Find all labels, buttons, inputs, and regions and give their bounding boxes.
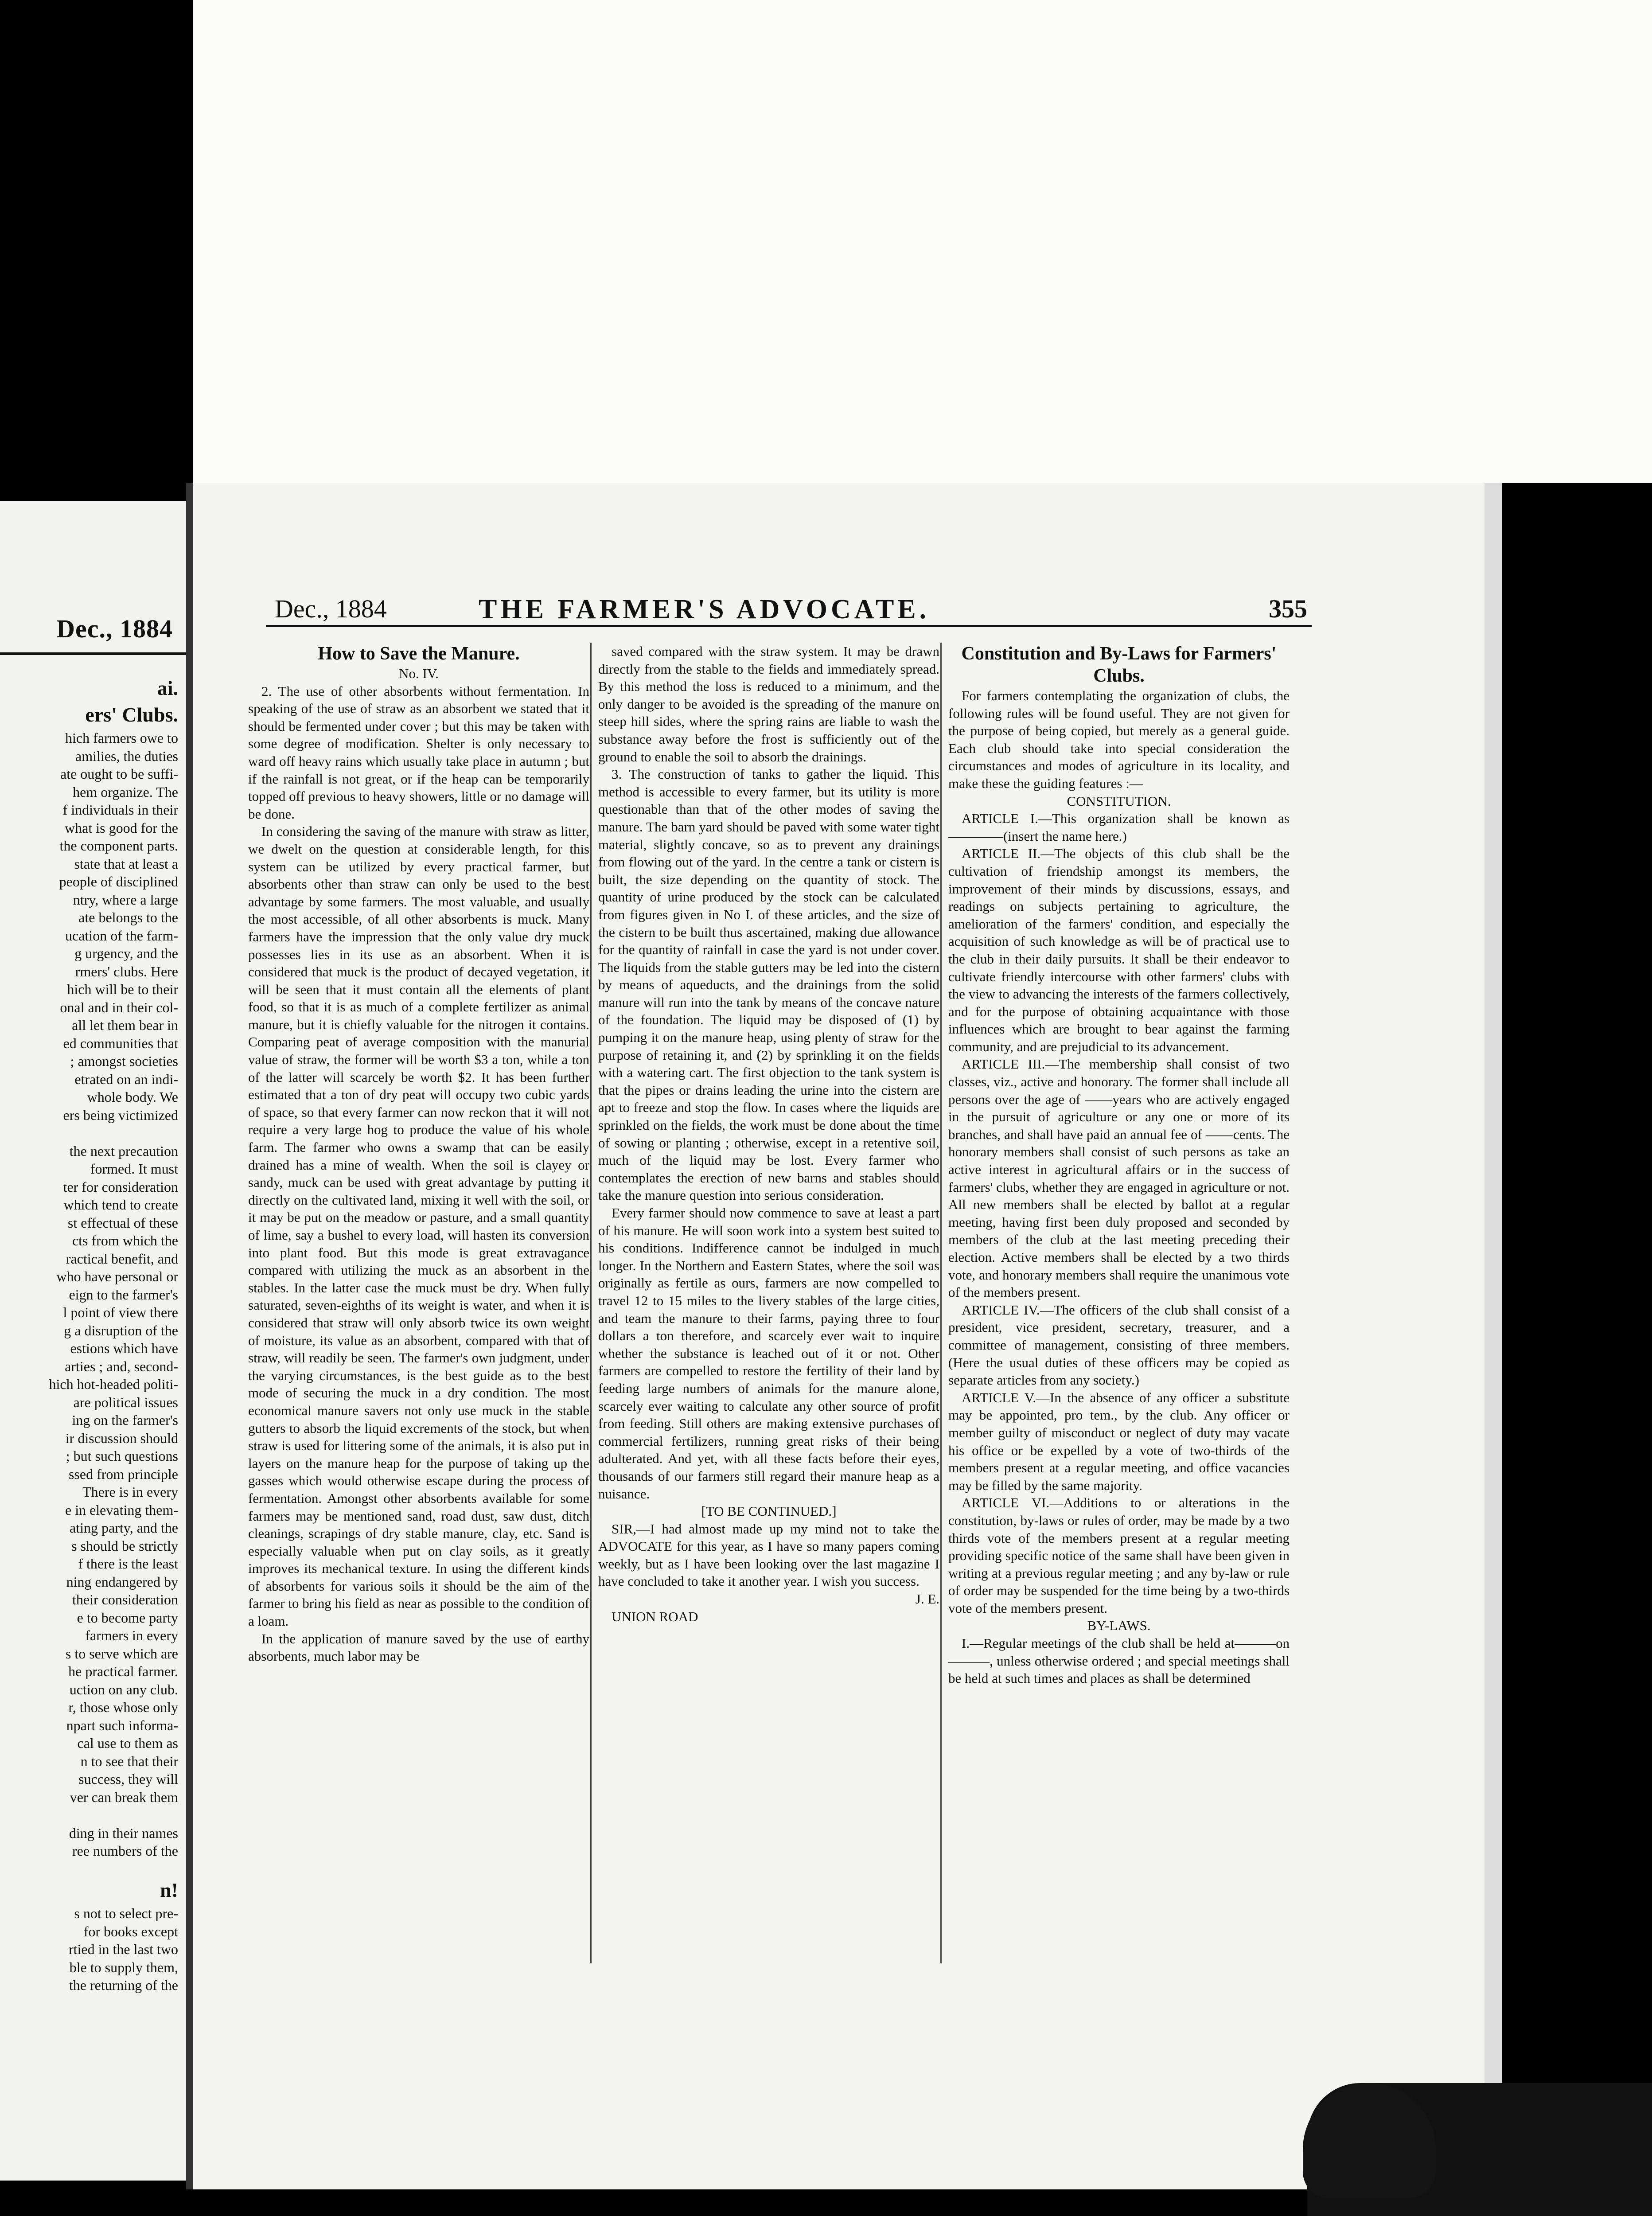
left-text-fragment: onal and in their col- bbox=[60, 999, 178, 1015]
left-page-header: Dec., 1884 bbox=[56, 614, 173, 643]
letter-text: SIR,—I had almost made up my mind not to take the ADVOCATE for this year, as I have so many papers coming weekly, but as I have been looking over the last magazine I have concluded to take it another year. I wish you success. bbox=[598, 1521, 939, 1589]
left-text-fragment: ble to supply them, bbox=[69, 1959, 178, 1975]
left-text-fragment: ter for consideration bbox=[63, 1178, 178, 1195]
left-text-fragment: rmers' clubs. Here bbox=[75, 963, 178, 979]
left-text-fragment: n to see that their bbox=[80, 1753, 178, 1769]
left-text-fragment: r, those whose only bbox=[68, 1699, 178, 1715]
left-text-fragment: he practical farmer. bbox=[68, 1663, 178, 1679]
left-text-fragment: etrated on an indi- bbox=[74, 1071, 178, 1087]
left-text-fragment: the component parts. bbox=[59, 838, 178, 854]
left-page bbox=[0, 501, 186, 2181]
left-text-fragment: for books except bbox=[83, 1923, 178, 1939]
article-clause: ARTICLE V.—In the absence of any officer a substitute may be appointed, pro tem., by the club. Any officer or member guilty of misconduct or neglect of duty may vacate his office or be expelled by a vote of two-thirds of the members present at a regular meeting, and office vacancies may be filled by the same majority. bbox=[948, 1389, 1290, 1493]
constitution-intro: For farmers contemplating the organization of clubs, the following rules will be found useful. They are not given for the purpose of being copied, but merely as a general guide. Each club should take into special consideration the circumstances and modes of agriculture in its locality, and make these the guiding features :— bbox=[948, 688, 1290, 791]
letter-signature: J. E. bbox=[915, 1591, 939, 1607]
left-text-fragment: formed. It must bbox=[90, 1161, 178, 1177]
left-text-fragment: ning endangered by bbox=[66, 1573, 178, 1590]
left-text-fragment: ractical benefit, and bbox=[66, 1250, 178, 1267]
left-text-fragment: ating party, and the bbox=[70, 1520, 178, 1536]
background-top bbox=[193, 0, 1652, 483]
left-header-rule bbox=[0, 652, 186, 655]
left-text-fragment: are political issues bbox=[73, 1394, 178, 1410]
article-title: How to Save the Manure. bbox=[318, 644, 520, 664]
left-text-fragment: ver can break them bbox=[70, 1789, 178, 1805]
left-text-fragment: ; amongst societies bbox=[70, 1053, 178, 1069]
left-text-fragment: g urgency, and the bbox=[74, 945, 178, 961]
page-header bbox=[266, 594, 1312, 627]
column-divider bbox=[590, 643, 592, 1963]
left-text-fragment: people of disciplined bbox=[59, 874, 178, 890]
left-text-fragment: ed communities that bbox=[63, 1035, 178, 1051]
left-text-fragment: e in elevating them- bbox=[65, 1502, 178, 1518]
left-text-fragment: farmers in every bbox=[85, 1627, 178, 1643]
left-text-fragment: success, they will bbox=[78, 1771, 178, 1787]
newspaper-title: THE FARMER'S ADVOCATE. bbox=[479, 594, 930, 624]
left-text-fragment: ate belongs to the bbox=[78, 909, 178, 925]
column-manure-continued bbox=[598, 643, 939, 1625]
column-constitution bbox=[948, 643, 1290, 1687]
article-clause: ARTICLE VI.—Additions to or alterations in the constitution, by-laws or rules of order, may be made by a two thirds vote of the members present at a regular meeting providing specific notice of the same shall have been given in writing at a previous regular meeting ; and any by-law or rule of order may be suspended for the time being by a two-thirds vote of the members present. bbox=[948, 1495, 1290, 1616]
left-text-fragment: f there is the least bbox=[78, 1556, 178, 1572]
left-text-fragment: e to become party bbox=[77, 1609, 178, 1626]
left-text-fragment: hem organize. The bbox=[73, 784, 178, 800]
article-paragraph: Every farmer should now commence to save at least a part of his manure. He will soon work into a system best suited to his conditions. Indifference cannot be indulged in much longer. In the Northern and Eastern States, where the soil was originally as fertile as ours, farmers are now compelled to travel 12 to 15 miles to the livery stables of the large cities, and team the manure to their farms, paying three to four dollars a ton therefore, and scarcely ever wait to inquire whether the substance is leached out of it or not. Other farmers are compelled to restore the fertility of their land by feeding large numbers of animals for the manure alone, scarcely ever waiting to calculate any other source of profit from feeding. Still others are making extensive purchases of commercial fertilizers, running great risks of their being adulterated. And yet, with all these facts before their eyes, thousands of our farmers still regard their manure heap as a nuisance. bbox=[598, 1205, 939, 1502]
header-date: Dec., 1884 bbox=[275, 594, 387, 623]
left-text-fragment: ing on the farmer's bbox=[72, 1412, 178, 1428]
left-text-fragment: which tend to create bbox=[63, 1197, 178, 1213]
page-number: 355 bbox=[1269, 594, 1307, 623]
article-paragraph: saved compared with the straw system. It may be drawn directly from the stable to the fields and immediately spread. By this method the loss is reduced to a minimum, and the only danger to be avoided is the spreading of the manure on steep hill sides, where the spring rains are liable to wash the substance away before the frost is sufficiently out of the ground to enable the soil to absorb the drainings. bbox=[598, 644, 939, 765]
left-text-fragment: ers' Clubs. bbox=[85, 703, 178, 726]
left-text-fragment: state that at least a bbox=[74, 855, 178, 872]
left-text-fragment: all let them bear in bbox=[72, 1017, 178, 1033]
left-text-fragment: cal use to them as bbox=[77, 1735, 178, 1751]
article-clause: ARTICLE IV.—The officers of the club shall consist of a president, vice president, secretary, treasurer, and a committee of management, consisting of three members. (Here the usual duties of these officers may be copied as separate articles from any society.) bbox=[948, 1302, 1290, 1388]
left-text-fragment: ; but such questions bbox=[66, 1448, 178, 1464]
left-text-fragment: n! bbox=[160, 1879, 178, 1901]
bylaw-clause: I.—Regular meetings of the club shall be held at———on———, unless otherwise ordered ; and special meetings shall be held at such times and places as shall be determined bbox=[948, 1635, 1290, 1686]
left-text-fragment: hich farmers owe to bbox=[65, 730, 178, 746]
continued-note: [TO BE CONTINUED.] bbox=[701, 1503, 837, 1519]
left-text-fragment: f individuals in their bbox=[62, 802, 178, 818]
left-text-fragment: s to serve which are bbox=[65, 1645, 178, 1662]
left-text-fragment: l point of view there bbox=[63, 1304, 178, 1320]
article-clause: ARTICLE III.—The membership shall consist of two classes, viz., active and honorary. The former shall include all persons over the age of ——years who are actively engaged in the pursuit of agriculture or any one or more of its branches, and shall have paid an annual fee of ——cents. The honorary members shall consist of such persons as take an active interest in agricultural affairs or in the success of farmers' clubs, whether they are engaged in agriculture or not. All new members shall be elected by ballot at a regular meeting, having first been duly proposed and seconded by members of the club at the last meeting preceding their election. Active members shall be elected by a two thirds vote, and honorary members shall require the unanimous vote of the members present. bbox=[948, 1056, 1290, 1300]
left-text-fragment: g a disruption of the bbox=[64, 1322, 178, 1338]
left-text-fragment: ding in their names bbox=[69, 1825, 178, 1841]
left-text-fragment: estions which have bbox=[70, 1340, 178, 1356]
left-text-fragment: ssed from principle bbox=[68, 1466, 178, 1482]
left-text-fragment: st effectual of these bbox=[67, 1214, 178, 1231]
article-clause: ARTICLE I.—This organization shall be known as————(insert the name here.) bbox=[948, 811, 1290, 844]
left-text-fragment: hich hot-headed politi- bbox=[49, 1376, 178, 1392]
left-text-fragment: There is in every bbox=[82, 1484, 178, 1500]
left-text-fragment: the next precaution bbox=[69, 1143, 178, 1159]
left-text-fragment: hich will be to their bbox=[67, 981, 178, 997]
article-clause: ARTICLE II.—The objects of this club shall be the cultivation of friendship amongst its members, the improvement of their minds by discussions, essays, and readings on subjects pertaining to agriculture, the amelioration of the farmers' condition, and especially the acquisition of such knowledge as will be of practical use to the club in their daily pursuits. It shall be their endeavor to cultivate friendly intercourse with other farmers' clubs with the view to advancing the interests of the farmers collectively, and for the purpose of obtaining acquaintance with those influences which are brought to bear against the farming community, and are prejudicial to its advancement. bbox=[948, 846, 1290, 1054]
left-text-fragment: whole body. We bbox=[87, 1089, 178, 1105]
left-text-fragment: arties ; and, second- bbox=[65, 1358, 178, 1374]
left-text-fragment: uction on any club. bbox=[69, 1681, 178, 1697]
column-manure-article bbox=[248, 643, 589, 1665]
left-text-fragment: s not to select pre- bbox=[74, 1905, 178, 1921]
article-paragraph: 2. The use of other absorbents without fermentation. In speaking of the use of straw as an absorbent we stated that it should be fermented under cover ; but this may be taken with some degree of modification. Shelter is only necessary to ward off heavy rains which usually take place in autumn ; but if the rainfall is not great, or if the heap can be temporarily topped off previous to heavy showers, little or no damage will be done. bbox=[248, 683, 589, 822]
left-text-fragment: the returning of the bbox=[69, 1977, 178, 1993]
left-text-fragment: ers being victimized bbox=[63, 1107, 178, 1123]
left-text-fragment: npart such informa- bbox=[66, 1717, 178, 1733]
article-paragraph: In considering the saving of the manure with straw as litter, we dwelt on the question at considerable length, for this system can be utilized by every practical farmer, but absorbents other than straw can only be used to the best advantage by some farmers. The most valuable, and usually the most accessible, of all other absorbents is muck. Many farmers have the impression that the only value dry muck possesses lies in its use as an absorbent. When it is considered that muck is the product of decayed vegetation, it will be seen that it must contain all the elements of plant food, so that it is as much of a complete fertilizer as animal manure, but it is chiefly valuable for the nitrogen it contains. Comparing peat of average composition with the manurial value of straw, the former will be worth $3 a ton, while a ton of the latter will scarcely be worth $2. It has been further estimated that a ton of dry peat will occupy two cubic yards of space, so that every farmer can now reckon that it will not require a very large hog to produce the value of his whole farm. The farmer who owns a swamp that can be easily drained has a mine of wealth. When the soil is clayey or sandy, muck can be used with great advantage by putting it directly on the cultivated land, mixing it well with the soil, or it may be put on the meadow or pasture, and a small quantity of lime, say a bushel to every load, will hasten its conversion into plant food. But this mode is great extravagance compared with utilizing the muck as an absorbent in the stables. In the latter case the muck must be dry. When fully saturated, seven-eighths of its weight is water, and when it is considered that straw will only absorb twice its own weight of moisture, its value as an absorbent, compared with that of straw, will readily be seen. The farmer's own judgment, under the varying circumstances, is the best guide as to the best mode of securing the muck in a dry condition. The most economical manure savers not only use muck in the stable gutters to absorb the liquid excrements of the stock, but when straw is used for littering some of the animals, it is also put in layers on the manure heap for the purpose of taking up the gasses which would otherwise escape during the process of fermentation. Amongst other absorbents available for some farmers may be mentioned sand, road dust, saw dust, ditch cleanings, scrapings of dry stable manure, clay, etc. Sand is especially valuable when put on clay soils, as it greatly improves its mechanical texture. In using the different kinds of absorbents for various soils it should be the aim of the farmer to bring his field as near as possible to the condition of a loam. bbox=[248, 823, 589, 1629]
left-text-fragment: what is good for the bbox=[65, 819, 178, 836]
article-paragraph: 3. The construction of tanks to gather the liquid. This method is accessible to every farmer, but its utility is more questionable than that of the other modes of saving the manure. The barn yard should be paved with some water tight material, slightly concave, so as to prevent any drainings from flowing out of the yard. In the centre a tank or cistern is built, the size depending on the quantity of stock. The quantity of urine produced by the stock can be calculated from figures given in No I. of these articles, and the size of the cistern to be built thus ascertained, making due allowance for the quantity of rainfall in case the yard is not under cover. The liquids from the stable gutters may be led into the cistern by means of aqueducts, and the drainings from the solid manure will run into the tank by means of the concave nature of the foundation. The liquid may be disposed of (1) by pumping it on the manure heap, using plenty of straw for the purpose of retaining it, and (2) by sprinkling it on the fields with a watering cart. The first objection to the tank system is that the pipes or drains leading the urine into the cistern are apt to freeze and stop the flow. In cases where the liquids are sprinkled on the fields, the work must be done about the time of sowing or planting ; otherwise, except in a retentive soil, much of the liquid may be lost. Every farmer who contemplates the erection of new barns and stables should take the manure question into serious consideration. bbox=[598, 766, 939, 1203]
left-text-fragment: cts from which the bbox=[72, 1233, 178, 1248]
left-text-fragment: rtied in the last two bbox=[68, 1941, 178, 1957]
article-subtitle: No. IV. bbox=[399, 666, 439, 681]
left-text-fragment: s should be strictly bbox=[71, 1537, 178, 1554]
letter-place: UNION ROAD bbox=[612, 1608, 698, 1624]
left-text-fragment: their consideration bbox=[72, 1592, 178, 1607]
constitution-heading: CONSTITUTION. bbox=[1067, 793, 1171, 809]
left-text-fragment: ree numbers of the bbox=[72, 1843, 178, 1859]
left-text-fragment: ir discussion should bbox=[65, 1430, 178, 1446]
left-text-fragment: eign to the farmer's bbox=[69, 1286, 178, 1303]
book-binding bbox=[186, 483, 193, 2189]
left-text-fragment: ntry, where a large bbox=[73, 891, 178, 908]
constitution-title: Constitution and By-Laws for Farmers' Clubs. bbox=[961, 644, 1277, 686]
left-text-fragment: ucation of the farm- bbox=[65, 927, 178, 944]
left-text-fragment: ate ought to be suffi- bbox=[60, 766, 178, 782]
article-paragraph: In the application of manure saved by the use of earthy absorbents, much labor may be bbox=[248, 1631, 589, 1664]
left-text-fragment: ai. bbox=[157, 677, 178, 699]
page-edge bbox=[1484, 483, 1502, 2189]
left-text-fragment: who have personal or bbox=[56, 1268, 178, 1284]
bylaws-heading: BY-LAWS. bbox=[1087, 1618, 1151, 1634]
left-text-fragment: amilies, the duties bbox=[75, 748, 178, 764]
column-divider bbox=[940, 643, 942, 1963]
